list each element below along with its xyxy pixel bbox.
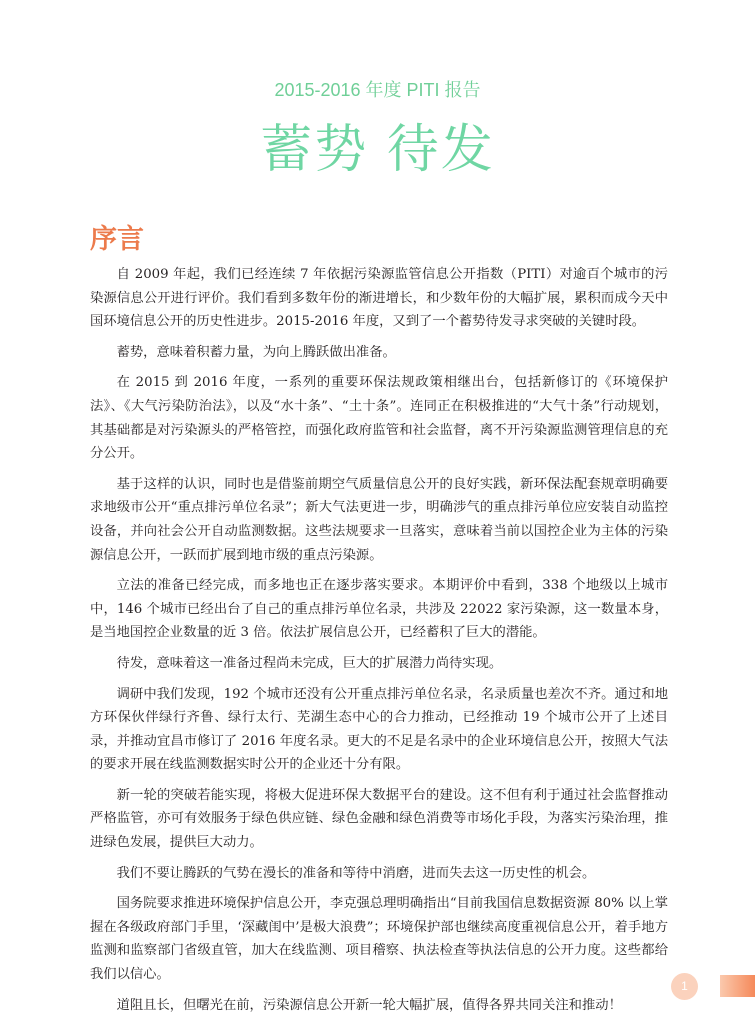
section-heading: 序言 bbox=[90, 224, 144, 255]
paragraph: 我们不要让腾跃的气势在漫长的准备和等待中消磨，进而失去这一历史性的机会。 bbox=[116, 865, 596, 881]
paragraph: 国务院要求推进环境保护信息公开，李克强总理明确指出“目前我国信息数据资源 80% 以上掌握在各级政府部门手里，‘深藏闺中’是极大浪费”；环境保护部也继续高度重视信息公开，着手地方监测和监察部门省级直管，加大在线监测、项目稽察、执法检查等执法信息的公开力度。这些都给我们以信心。 bbox=[90, 896, 668, 983]
report-subtitle: 2015-2016 年度 PITI 报告 bbox=[274, 80, 481, 100]
paragraph: 道阻且长，但曙光在前，污染源信息公开新一轮大幅扩展，值得各界共同关注和推动！ bbox=[116, 997, 622, 1013]
paragraph: 蓄势，意味着积蓄力量，为向上腾跃做出准备。 bbox=[116, 344, 396, 360]
paragraph: 待发，意味着这一准备过程尚未完成，巨大的扩展潜力尚待实现。 bbox=[116, 655, 503, 671]
page-number: 1 bbox=[671, 973, 698, 1000]
page-edge-tab bbox=[720, 975, 755, 997]
paragraph: 在 2015 到 2016 年度，一系列的重要环保法规政策相继出台，包括新修订的《环境保护法》、《大气污染防治法》，以及“水十条”、“土十条”。连同正在积极推进的“大气十条”行动规划，其基础都是对污染源头的严格管控，而强化政府监管和社会监督，离不开污染源监测管理信息的充分公开。 bbox=[90, 375, 668, 462]
body-text bbox=[90, 263, 668, 1024]
page-title: 蓄势 待发 bbox=[260, 120, 495, 180]
paragraph: 自 2009 年起，我们已经连续 7 年依据污染源监管信息公开指数（PITI）对逾百个城市的污染源信息公开进行评价。我们看到多数年份的渐进增长，和少数年份的大幅扩展，累积而成今天中国环境信息公开的历史性进步。2015-2016 年度，又到了一个蓄势待发寻求突破的关键时段。 bbox=[90, 267, 668, 330]
paragraph: 调研中我们发现，192 个城市还没有公开重点排污单位名录，名录质量也差次不齐。通过和地方环保伙伴绿行齐鲁、绿行太行、芜湖生态中心的合力推动，已经推动 19 个城市公开了上述目录，并推动宜昌市修订了 2016 年度名录。更大的不足是名录中的企业环境信息公开，按照大气法的要求开展在线监测数据实时公开的企业还十分有限。 bbox=[90, 686, 668, 773]
paragraph: 新一轮的突破若能实现，将极大促进环保大数据平台的建设。这不但有利于通过社会监督推动严格监管，亦可有效服务于绿色供应链、绿色金融和绿色消费等市场化手段，为落实污染治理，推进绿色发展，提供巨大动力。 bbox=[90, 787, 668, 851]
paragraph: 基于这样的认识，同时也是借鉴前期空气质量信息公开的良好实践，新环保法配套规章明确要求地级市公开“重点排污单位名录”；新大气法更进一步，明确涉气的重点排污单位应安装自动监控设备，并向社会公开自动监测数据。这些法规要求一旦落实，意味着当前以国控企业为主体的污染源信息公开，一跃而扩展到地市级的重点污染源。 bbox=[90, 476, 668, 563]
paragraph: 立法的准备已经完成，而多地也正在逐步落实要求。本期评价中看到，338 个地级以上城市中，146 个城市已经出台了自己的重点排污单位名录，共涉及 22022 家污染源，这一数量本身，是当地国控企业数量的近 3 倍。依法扩展信息公开，已经蓄积了巨大的潜能。 bbox=[90, 578, 668, 641]
